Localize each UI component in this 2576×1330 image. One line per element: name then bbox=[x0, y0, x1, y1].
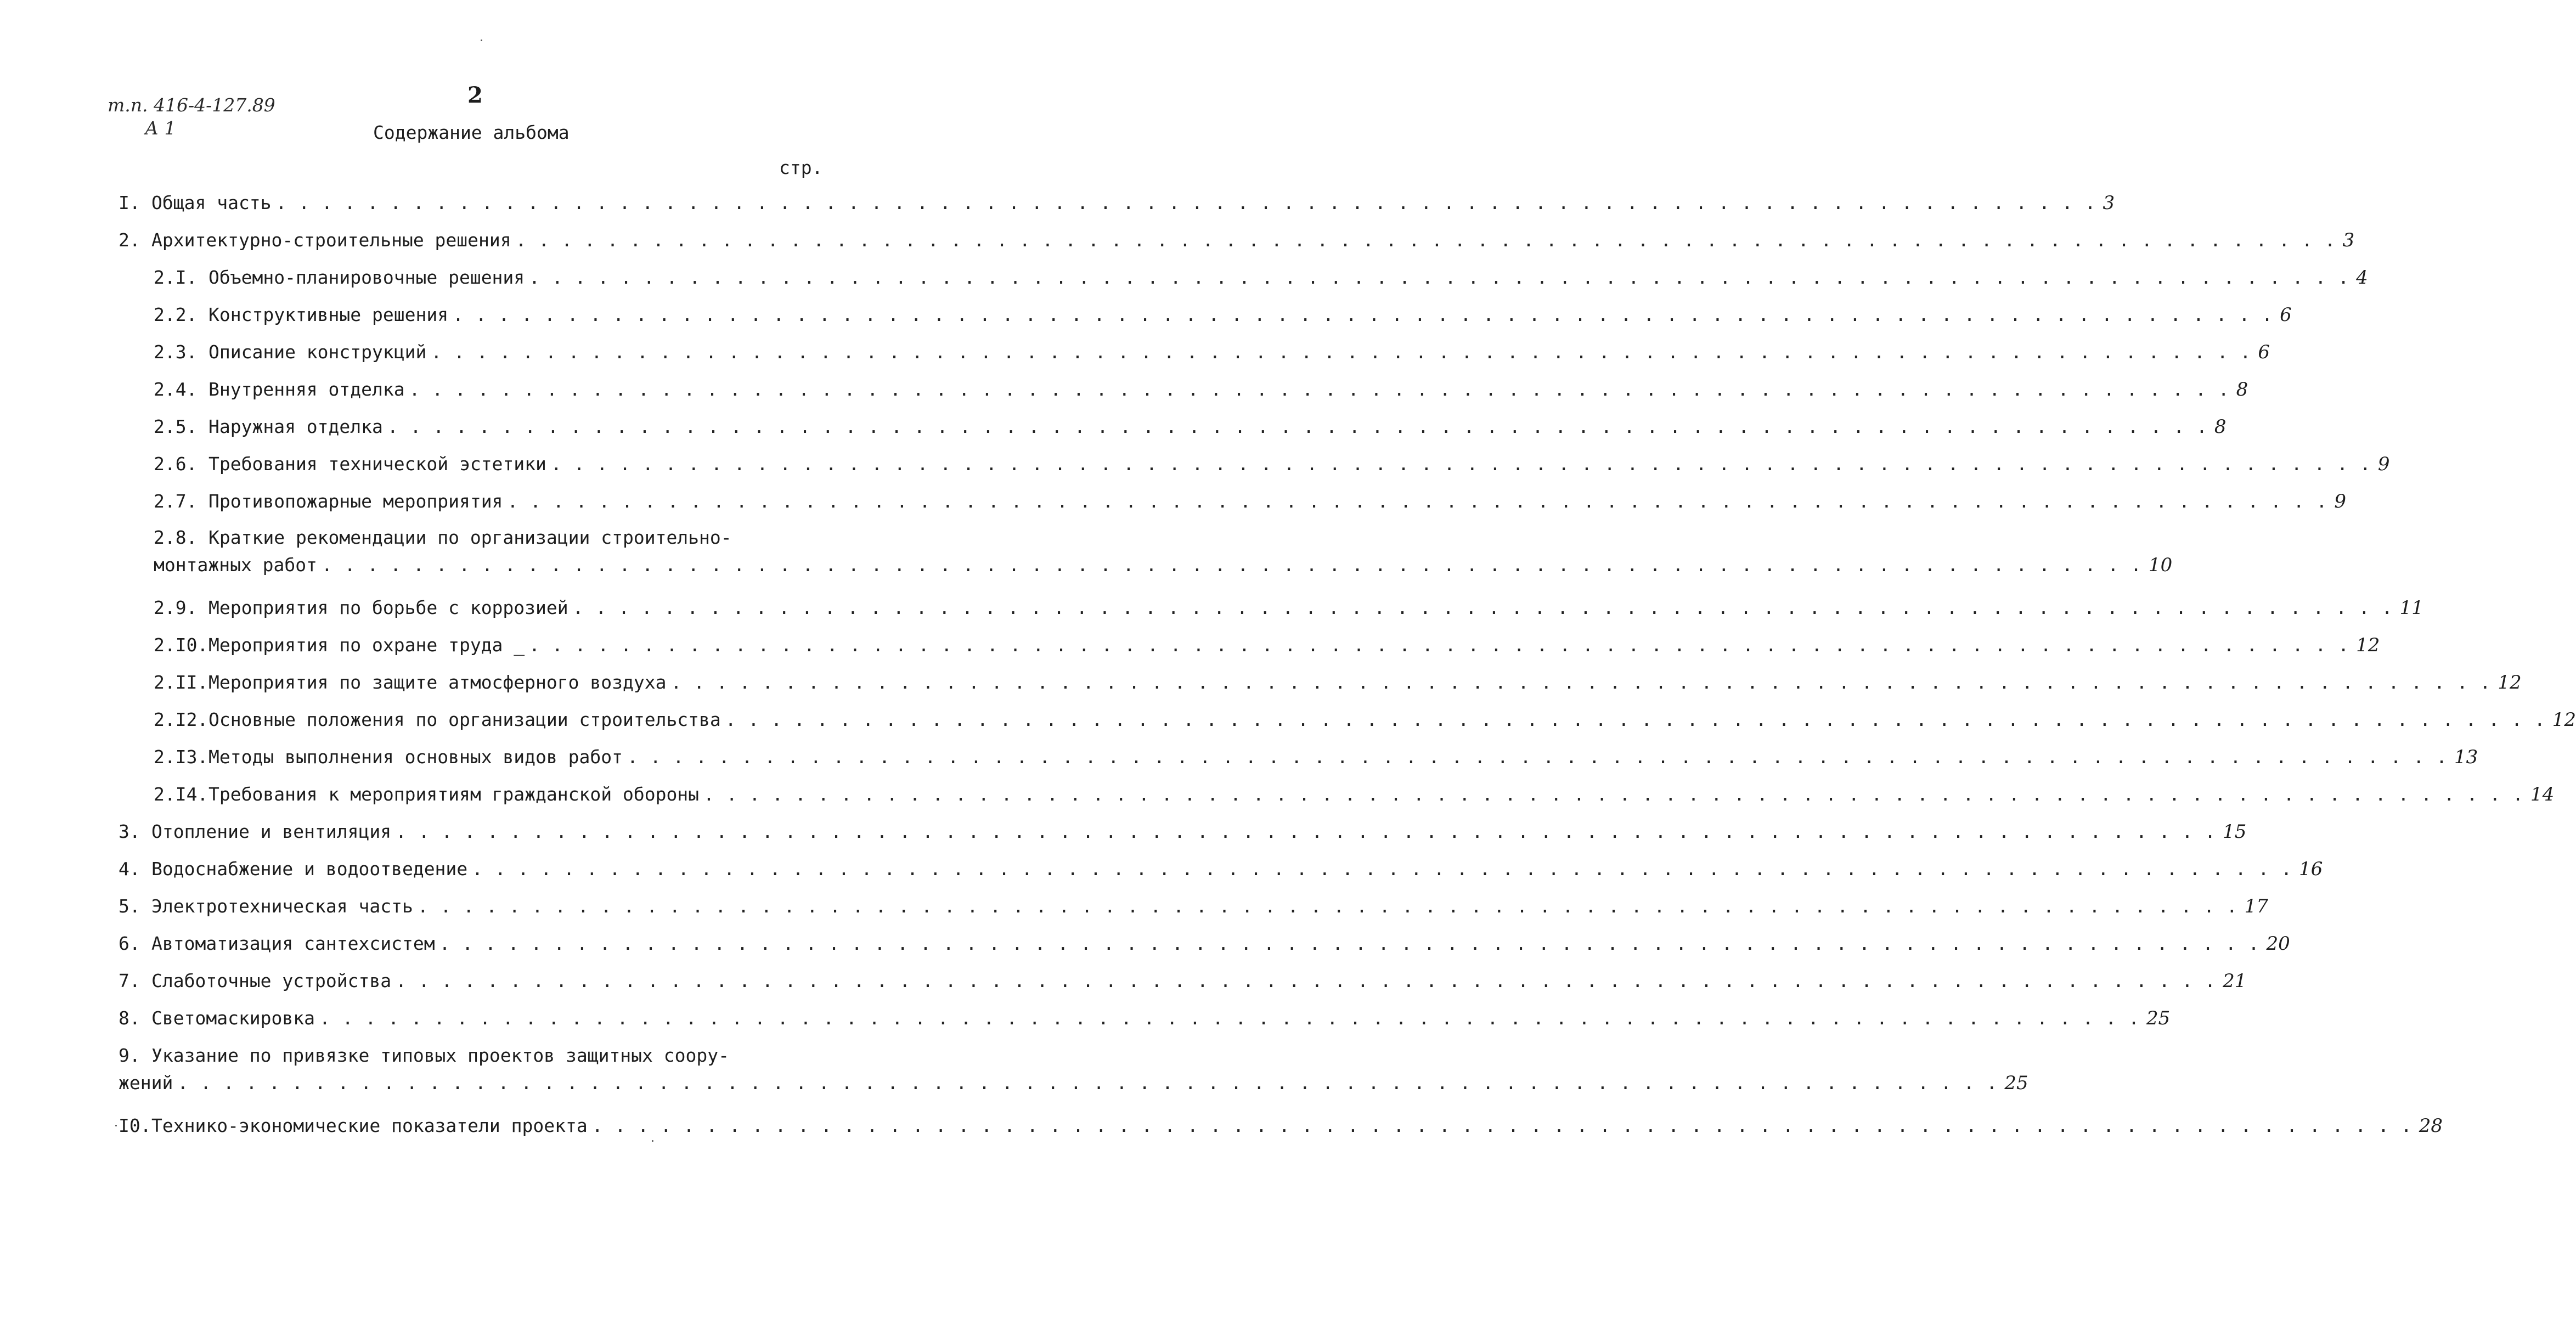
toc-entry-page: 6 bbox=[2258, 341, 2270, 363]
toc-entry-title: Слаботочные устройства bbox=[151, 970, 392, 991]
dot-leader: . . . . . . . . . . . . . . . . . . . . . . . . . . . . . . . . . . . . . . . . . . . . . . . . . . . . . . . . . . . . . . . . . . . . . . . . . . . . . . . . bbox=[670, 672, 2492, 693]
toc-entry-title: Наружная отделка bbox=[208, 416, 383, 437]
dot-leader: . . . . . . . . . . . . . . . . . . . . . . . . . . . . . . . . . . . . . . . . . . . . . . . . . . . . . . . . . . . . . . . . . . . . . . . . . . . . . . . . bbox=[529, 267, 2350, 288]
toc-entry-number: 2.2. bbox=[154, 304, 198, 325]
toc-entry-title: Основные положения по организации строительства bbox=[208, 709, 721, 730]
toc-entry-page: 16 bbox=[2299, 858, 2323, 880]
toc-entry-page: 12 bbox=[2552, 709, 2576, 731]
toc-entry-title: Общая часть bbox=[151, 192, 272, 213]
toc-entry bbox=[119, 970, 2247, 998]
toc-entry-number: 2.6. bbox=[154, 453, 198, 475]
toc-entry-page: 28 bbox=[2419, 1115, 2443, 1137]
toc-entry bbox=[154, 746, 2478, 774]
toc-entry bbox=[154, 267, 2368, 294]
toc-entry-title: Отопление и вентиляция bbox=[151, 821, 392, 842]
toc-entry-title: Водоснабжение и водоотведение bbox=[151, 858, 468, 880]
toc-entry-number: 2.I3. bbox=[154, 746, 208, 768]
dot-leader: . . . . . . . . . . . . . . . . . . . . . . . . . . . . . . . . . . . . . . . . . . . . . . . . . . . . . . . . . . . . . . . . . . . . . . . . . . . . . . . . bbox=[396, 821, 2217, 842]
dot-leader: . . . . . . . . . . . . . . . . . . . . . . . . . . . . . . . . . . . . . . . . . . . . . . . . . . . . . . . . . . . . . . . . . . . . . . . . . . . . . . . . bbox=[409, 379, 2230, 400]
toc-entry bbox=[119, 821, 2247, 848]
toc-entry-number: 9. bbox=[119, 1045, 140, 1066]
toc-entry-title: Краткие рекомендации по организации строительно- bbox=[208, 527, 732, 548]
toc-entry bbox=[154, 379, 2248, 406]
toc-entry bbox=[119, 858, 2323, 886]
toc-entry-title: Указание по привязке типовых проектов защитных соору- bbox=[151, 1045, 729, 1066]
toc-entry bbox=[154, 491, 2347, 518]
scan-speck bbox=[481, 40, 482, 41]
toc-entry-title: Описание конструкций bbox=[208, 341, 427, 363]
toc-entry bbox=[154, 453, 2390, 481]
toc-entry-page: 15 bbox=[2223, 821, 2247, 843]
toc-entry bbox=[154, 634, 2380, 662]
toc-entry-number: 2.5. bbox=[154, 416, 198, 437]
toc-entry-page: 9 bbox=[2377, 453, 2390, 475]
toc-entry-title: Объемно-планировочные решения bbox=[208, 267, 525, 288]
toc-entry-title: Методы выполнения основных видов работ bbox=[208, 746, 623, 768]
toc-entry-number: 2. bbox=[119, 229, 140, 251]
toc-entry-page: 11 bbox=[2399, 597, 2423, 619]
dot-leader: . . . . . . . . . . . . . . . . . . . . . . . . . . . . . . . . . . . . . . . . . . . . . . . . . . . . . . . . . . . . . . . . . . . . . . . . . . . . . . . . bbox=[550, 453, 2371, 475]
toc-entry-title: Мероприятия по борьбе с коррозией bbox=[208, 597, 568, 618]
toc-entry-page: 6 bbox=[2280, 304, 2292, 326]
toc-entry-page: 21 bbox=[2223, 970, 2247, 992]
dot-leader: . . . . . . . . . . . . . . . . . . . . . . . . . . . . . . . . . . . . . . . . . . . . . . . . . . . . . . . . . . . . . . . . . . . . . . . . . . . . . . . . bbox=[591, 1115, 2412, 1136]
toc-entry-title: Требования технической эстетики bbox=[208, 453, 546, 475]
toc-entry-number: 7. bbox=[119, 970, 140, 991]
toc-entry bbox=[154, 341, 2270, 369]
dot-leader: . . . . . . . . . . . . . . . . . . . . . . . . . . . . . . . . . . . . . . . . . . . . . . . . . . . . . . . . . . . . . . . . . . . . . . . . . . . . . . . . bbox=[725, 709, 2546, 730]
toc-entry-number: I. bbox=[119, 192, 140, 213]
toc-entry-title: Архитектурно-строительные решения bbox=[151, 229, 511, 251]
toc-entry-page: 17 bbox=[2244, 895, 2269, 917]
toc-entry-number: 2.9. bbox=[154, 597, 198, 618]
dot-leader: . . . . . . . . . . . . . . . . . . . . . . . . . . . . . . . . . . . . . . . . . . . . . . . . . . . . . . . . . . . . . . . . . . . . . . . . . . . . . . . . bbox=[417, 895, 2238, 917]
toc-entry-page: 8 bbox=[2236, 379, 2248, 401]
toc-entry-title: монтажных работ bbox=[154, 554, 318, 576]
toc-entry-title: жений bbox=[119, 1072, 173, 1094]
toc-entry-number: I0. bbox=[119, 1115, 151, 1136]
dot-leader: . . . . . . . . . . . . . . . . . . . . . . . . . . . . . . . . . . . . . . . . . . . . . . . . . . . . . . . . . . . . . . . . . . . . . . . . . . . . . . . . bbox=[387, 416, 2208, 437]
toc-entry-page: 4 bbox=[2356, 267, 2368, 289]
toc-entry-title: Электротехническая часть bbox=[151, 895, 413, 917]
toc-entry bbox=[119, 229, 2355, 257]
toc-entry-page: 9 bbox=[2334, 491, 2347, 512]
toc-entry bbox=[154, 597, 2423, 624]
toc-entry-number: 3. bbox=[119, 821, 140, 842]
dot-leader: . . . . . . . . . . . . . . . . . . . . . . . . . . . . . . . . . . . . . . . . . . . . . . . . . . . . . . . . . . . . . . . . . . . . . . . . . . . . . . . . bbox=[472, 858, 2293, 880]
toc-entry-number: 5. bbox=[119, 895, 140, 917]
toc-entry-page: 10 bbox=[2148, 554, 2173, 576]
dot-leader: . . . . . . . . . . . . . . . . . . . . . . . . . . . . . . . . . . . . . . . . . . . . . . . . . . . . . . . . . . . . . . . . . . . . . . . . . . . . . . . . bbox=[177, 1072, 1998, 1094]
toc-entry-title: Автоматизация сантехсистем bbox=[151, 933, 435, 954]
toc-entry bbox=[119, 1045, 2028, 1100]
dot-leader: . . . . . . . . . . . . . . . . . . . . . . . . . . . . . . . . . . . . . . . . . . . . . . . . . . . . . . . . . . . . . . . . . . . . . . . . . . . . . . . . bbox=[322, 554, 2142, 576]
toc-entry-number: 2.II. bbox=[154, 672, 208, 693]
toc-entry bbox=[154, 304, 2292, 331]
toc-entry bbox=[154, 672, 2522, 699]
page-column-header: стр. bbox=[779, 157, 823, 178]
toc-entry-title: Мероприятия по охране труда _ bbox=[208, 634, 525, 656]
toc-entry-title: Требования к мероприятиям гражданской обороны bbox=[208, 784, 700, 805]
toc-entry-number: 2.8. bbox=[154, 527, 198, 548]
toc-entry-number: 2.I2. bbox=[154, 709, 208, 730]
toc-entry-title: Конструктивные решения bbox=[208, 304, 449, 325]
dot-leader: . . . . . . . . . . . . . . . . . . . . . . . . . . . . . . . . . . . . . . . . . . . . . . . . . . . . . . . . . . . . . . . . . . . . . . . . . . . . . . . . bbox=[515, 229, 2336, 251]
toc-entry-number: 2.3. bbox=[154, 341, 198, 363]
toc-entry-page: 14 bbox=[2530, 784, 2555, 805]
dot-leader: . . . . . . . . . . . . . . . . . . . . . . . . . . . . . . . . . . . . . . . . . . . . . . . . . . . . . . . . . . . . . . . . . . . . . . . . . . . . . . . . bbox=[507, 491, 2328, 512]
toc-entry-number: 2.I0. bbox=[154, 634, 208, 656]
toc-entry bbox=[119, 1115, 2443, 1142]
toc-entry-page: 12 bbox=[2356, 634, 2380, 656]
toc-entry-page: 8 bbox=[2214, 416, 2226, 438]
scan-speck bbox=[115, 1125, 117, 1126]
dot-leader: . . . . . . . . . . . . . . . . . . . . . . . . . . . . . . . . . . . . . . . . . . . . . . . . . . . . . . . . . . . . . . . . . . . . . . . . . . . . . . . . bbox=[439, 933, 2260, 954]
toc-entry bbox=[154, 527, 2173, 582]
toc-entry-number: 2.7. bbox=[154, 491, 198, 512]
toc-entry bbox=[119, 895, 2269, 923]
toc-entry-page: 13 bbox=[2454, 746, 2478, 768]
dot-leader: . . . . . . . . . . . . . . . . . . . . . . . . . . . . . . . . . . . . . . . . . . . . . . . . . . . . . . . . . . . . . . . . . . . . . . . . . . . . . . . . bbox=[627, 746, 2448, 768]
sheet-label: А 1 bbox=[145, 117, 176, 139]
toc-entry-title: Светомаскировка bbox=[151, 1007, 315, 1029]
scan-speck bbox=[652, 1140, 653, 1142]
toc-entry-page: 12 bbox=[2498, 672, 2522, 694]
dot-leader: . . . . . . . . . . . . . . . . . . . . . . . . . . . . . . . . . . . . . . . . . . . . . . . . . . . . . . . . . . . . . . . . . . . . . . . . . . . . . . . . bbox=[529, 634, 2350, 656]
page-number: 2 bbox=[467, 82, 483, 108]
toc-entry bbox=[119, 1007, 2171, 1035]
toc-entry bbox=[119, 933, 2290, 960]
toc-entry-title: Мероприятия по защите атмосферного воздуха bbox=[208, 672, 667, 693]
toc-entry bbox=[119, 192, 2115, 219]
toc-entry-number: 6. bbox=[119, 933, 140, 954]
toc-entry-number: 4. bbox=[119, 858, 140, 880]
doc-code: т.п. 416-4-127.89 bbox=[108, 94, 275, 116]
dot-leader: . . . . . . . . . . . . . . . . . . . . . . . . . . . . . . . . . . . . . . . . . . . . . . . . . . . . . . . . . . . . . . . . . . . . . . . . . . . . . . . . bbox=[572, 597, 2393, 618]
toc-entry-number: 2.4. bbox=[154, 379, 198, 400]
dot-leader: . . . . . . . . . . . . . . . . . . . . . . . . . . . . . . . . . . . . . . . . . . . . . . . . . . . . . . . . . . . . . . . . . . . . . . . . . . . . . . . . bbox=[396, 970, 2217, 991]
dot-leader: . . . . . . . . . . . . . . . . . . . . . . . . . . . . . . . . . . . . . . . . . . . . . . . . . . . . . . . . . . . . . . . . . . . . . . . . . . . . . . . . bbox=[319, 1007, 2140, 1029]
toc-entry-page: 25 bbox=[2146, 1007, 2171, 1029]
dot-leader: . . . . . . . . . . . . . . . . . . . . . . . . . . . . . . . . . . . . . . . . . . . . . . . . . . . . . . . . . . . . . . . . . . . . . . . . . . . . . . . . bbox=[453, 304, 2274, 325]
toc-entry-number: 8. bbox=[119, 1007, 140, 1029]
dot-leader: . . . . . . . . . . . . . . . . . . . . . . . . . . . . . . . . . . . . . . . . . . . . . . . . . . . . . . . . . . . . . . . . . . . . . . . . . . . . . . . . bbox=[275, 192, 2096, 213]
toc-entry bbox=[154, 709, 2576, 736]
toc-entry-page: 25 bbox=[2004, 1072, 2028, 1094]
page-title: Содержание альбома bbox=[373, 122, 570, 143]
toc-entry-title: Противопожарные мероприятия bbox=[208, 491, 503, 512]
toc-entry-number: 2.I. bbox=[154, 267, 198, 288]
toc-entry-page: 3 bbox=[2102, 192, 2115, 214]
toc-entry bbox=[154, 416, 2226, 443]
toc-entry-title: Внутренняя отделка bbox=[208, 379, 405, 400]
dot-leader: . . . . . . . . . . . . . . . . . . . . . . . . . . . . . . . . . . . . . . . . . . . . . . . . . . . . . . . . . . . . . . . . . . . . . . . . . . . . . . . . bbox=[703, 784, 2524, 805]
toc-entry-page: 3 bbox=[2342, 229, 2355, 251]
toc-entry-page: 20 bbox=[2266, 933, 2290, 955]
toc-entry bbox=[154, 784, 2555, 811]
dot-leader: . . . . . . . . . . . . . . . . . . . . . . . . . . . . . . . . . . . . . . . . . . . . . . . . . . . . . . . . . . . . . . . . . . . . . . . . . . . . . . . . bbox=[431, 341, 2252, 363]
toc-entry-title: Технико-экономические показатели проекта bbox=[151, 1115, 588, 1136]
toc-entry-number: 2.I4. bbox=[154, 784, 208, 805]
